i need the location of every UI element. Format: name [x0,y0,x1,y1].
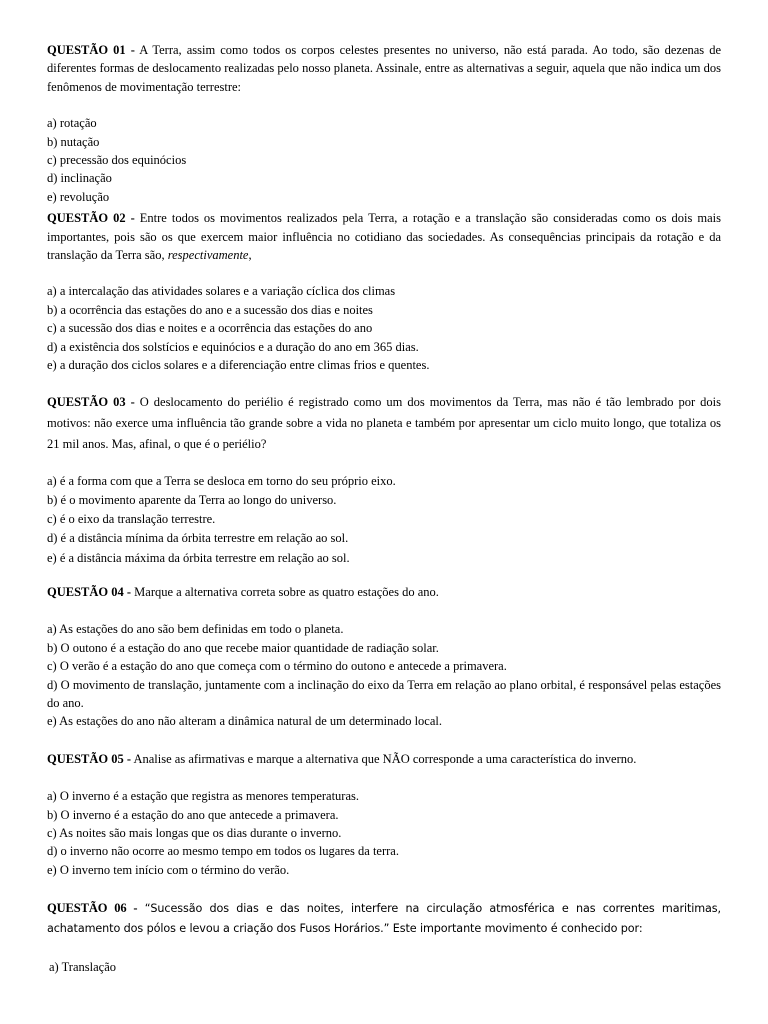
question-02-option-d: d) a existência dos solstícios e equinócios e a duração do ano em 365 dias. [47,339,419,354]
question-06-stem [47,898,721,939]
question-05-option-b: b) O inverno é a estação do ano que antecede a primavera. [47,807,339,822]
question-01-option-d: d) inclinação [47,171,112,186]
question-01-text: A Terra, assim como todos os corpos celestes presentes no universo, não está parada. Ao todo, são dezenas de diferentes formas de deslocamento realizadas pelo nosso planeta. Assinale, entre as alternativas a seguir, aquela que não indica um dos fenômenos de movimentação terrestre: [47,43,721,94]
question-01-option-c: c) precessão dos equinócios [47,153,187,168]
question-02 [47,209,721,374]
question-02-stem [47,209,721,264]
question-05-label: QUESTÃO 05 - [47,751,132,766]
question-02-text-end: , [248,248,252,263]
question-04-option-c: c) O verão é a estação do ano que começa com o término do outono e antecede a primavera. [47,659,507,674]
question-03-option-c: c) é o eixo da translação terrestre. [47,512,216,527]
question-04-label: QUESTÃO 04 - [47,584,132,599]
question-06-label: QUESTÃO 06 - [47,901,138,916]
question-06 [47,898,721,976]
question-04-stem [47,583,721,601]
question-03-label: QUESTÃO 03 - [47,394,135,409]
question-02-option-e: e) a duração dos ciclos solares e a diferenciação entre climas frios e quentes. [47,358,430,373]
question-04-text: Marque a alternativa correta sobre as quatro estações do ano. [131,584,439,599]
question-05 [47,750,721,879]
question-02-option-c: c) a sucessão dos dias e noites e a ocorrência das estações do ano [47,321,373,336]
question-04-option-a: a) As estações do ano são bem definidas em todo o planeta. [47,622,344,637]
question-03-text: O deslocamento do periélio é registrado como um dos movimentos da Terra, mas não é tão lembrado por dois motivos: não exerce uma influência tão grande sobre a vida no planeta e também por apresentar um ciclo muito longo, que totaliza os 21 mil anos. Mas, afinal, o que é o periélio? [47,394,721,451]
question-03-stem [47,392,721,455]
question-03-option-e: e) é a distância máxima da órbita terrestre em relação ao sol. [47,550,350,565]
question-03-option-d: d) é a distância mínima da órbita terrestre em relação ao sol. [47,531,349,546]
question-01-option-b: b) nutação [47,134,100,149]
question-01-option-a: a) rotação [47,116,97,131]
question-01-label: QUESTÃO 01 - [47,43,135,57]
question-01 [47,41,721,206]
question-05-option-e: e) O inverno tem início com o término do verão. [47,862,290,877]
question-02-option-b: b) a ocorrência das estações do ano e a sucessão dos dias e noites [47,302,373,317]
question-01-stem [47,41,721,96]
question-06-option-a: a) Translação [49,960,116,975]
question-02-option-a: a) a intercalação das atividades solares e a variação cíclica dos climas [47,284,396,299]
question-05-option-c: c) As noites são mais longas que os dias durante o inverno. [47,826,342,841]
question-05-option-d: d) o inverno não ocorre ao mesmo tempo em todos os lugares da terra. [47,844,399,859]
question-02-label: QUESTÃO 02 - [47,211,135,226]
question-01-option-e: e) revolução [47,189,110,204]
question-02-text: Entre todos os movimentos realizados pela Terra, a rotação e a translação são consideradas como os dois mais importantes, pois são os que exercem maior influência no cotidiano das sociedades. As consequências principais da rotação e da translação da Terra são, [47,211,721,263]
question-04-option-e: e) As estações do ano não alteram a dinâmica natural de um determinado local. [47,714,442,729]
question-05-stem [47,750,721,768]
question-04-option-d: d) O movimento de translação, juntamente com a inclinação do eixo da Terra em relação ao plano orbital, é responsável pelas estações do ano. [47,677,721,711]
question-03 [47,392,721,568]
question-06-text: “Sucessão dos dias e das noites, interfere na circulação atmosférica e nas correntes maritimas, achatamento dos pólos e levou a criação dos Fusos Horários.” Este importante movimento é conhecido por: [47,902,721,936]
question-03-option-b: b) é o movimento aparente da Terra ao longo do universo. [47,492,337,507]
document-page [47,41,721,977]
question-04-option-b: b) O outono é a estação do ano que recebe maior quantidade de radiação solar. [47,640,439,655]
question-04 [47,583,721,731]
question-03-option-a: a) é a forma com que a Terra se desloca em torno do seu próprio eixo. [47,473,396,488]
question-05-option-a: a) O inverno é a estação que registra as menores temperaturas. [47,789,360,804]
question-05-text: Analise as afirmativas e marque a alternativa que NÃO corresponde a uma característica do inverno. [131,751,637,766]
question-02-text-italic: respectivamente [167,248,249,263]
